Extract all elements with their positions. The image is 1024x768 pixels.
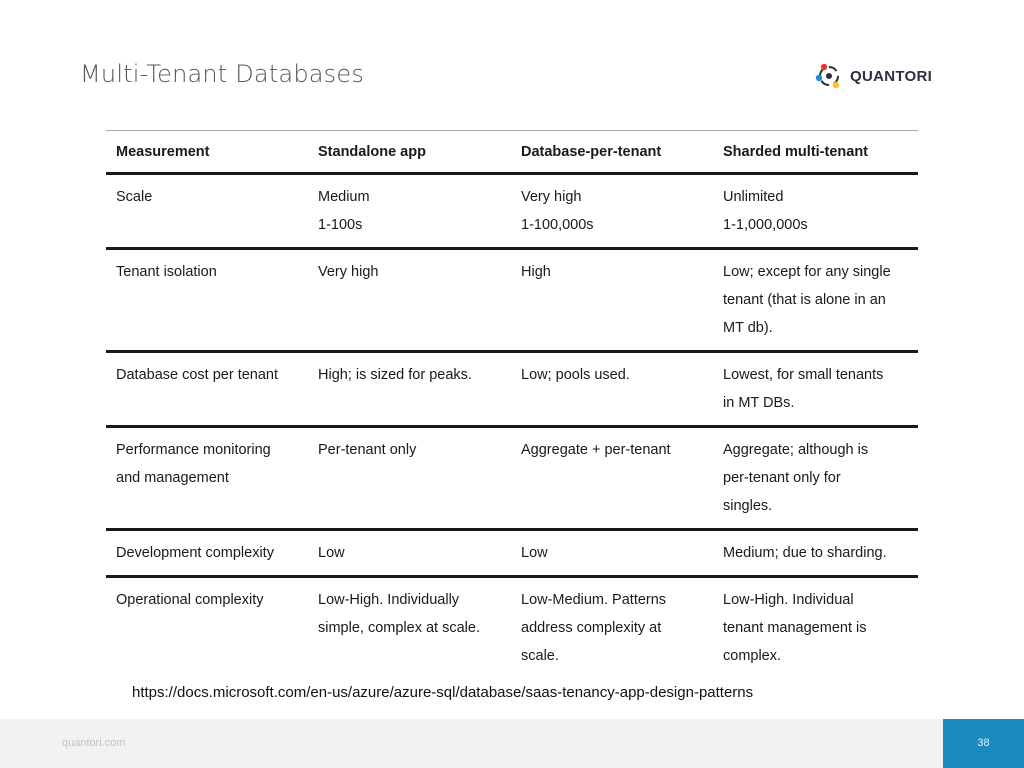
cell-text: Low-Medium. Patterns <box>521 592 667 608</box>
table-cell <box>308 577 511 679</box>
column-header: Sharded multi-tenant <box>713 131 918 174</box>
cell-text: Very high <box>318 264 379 280</box>
cell-text: Tenant isolation <box>116 264 217 280</box>
quantori-logo <box>815 60 932 92</box>
cell-text: in MT DBs. <box>723 395 795 411</box>
cell-text: Per-tenant only <box>318 442 417 458</box>
table-cell <box>308 530 511 577</box>
page-number: 38 <box>977 737 990 749</box>
table-cell <box>511 530 713 577</box>
cell-text: Medium; due to sharding. <box>723 545 887 561</box>
table-header-row <box>106 131 918 174</box>
cell-text: per-tenant only for <box>723 470 841 486</box>
cell-text: tenant (that is alone in an <box>723 292 886 308</box>
comparison-table <box>106 130 918 678</box>
cell-text: address complexity at <box>521 620 662 636</box>
cell-text: Performance monitoring <box>116 442 271 458</box>
table-cell <box>511 174 713 249</box>
cell-text: Development complexity <box>116 545 274 561</box>
cell-text: High <box>521 264 551 280</box>
table-cell <box>106 174 308 249</box>
cell-text: Aggregate; although is <box>723 442 869 458</box>
slide-title: Multi-Tenant Databases <box>80 60 365 88</box>
cell-text: simple, complex at scale. <box>318 620 480 636</box>
column-header: Database-per-tenant <box>511 131 713 174</box>
footer-bar <box>0 719 1024 768</box>
table-cell <box>713 249 918 352</box>
table-cell <box>713 174 918 249</box>
cell-text: and management <box>116 470 229 486</box>
cell-text: complex. <box>723 648 782 664</box>
table-cell <box>106 530 308 577</box>
table-cell <box>713 352 918 427</box>
column-header: Standalone app <box>308 131 511 174</box>
cell-text: Low; except for any single <box>723 264 891 280</box>
quantori-dots-icon <box>815 62 843 90</box>
cell-text: Operational complexity <box>116 592 264 608</box>
table-row <box>106 577 918 679</box>
cell-text: High; is sized for peaks. <box>318 367 472 383</box>
table-cell <box>511 352 713 427</box>
cell-text: 1-100,000s <box>521 217 594 233</box>
cell-text: 1-100s <box>318 217 363 233</box>
column-header: Measurement <box>106 131 308 174</box>
table-cell <box>106 249 308 352</box>
table-cell <box>106 352 308 427</box>
cell-text: Low <box>318 545 345 561</box>
footer-website: quantori.com <box>62 737 126 749</box>
logo-wordmark: QUANTORI <box>850 67 933 85</box>
table-row <box>106 249 918 352</box>
cell-text: scale. <box>521 648 559 664</box>
cell-text: Low-High. Individual <box>723 592 854 608</box>
cell-text: tenant management is <box>723 620 867 636</box>
cell-text: Medium <box>318 189 370 205</box>
table-cell <box>106 427 308 530</box>
table-cell <box>713 427 918 530</box>
table-cell <box>511 249 713 352</box>
table-row <box>106 174 918 249</box>
cell-text: Unlimited <box>723 189 784 205</box>
table-row <box>106 352 918 427</box>
table-cell <box>308 174 511 249</box>
cell-text: Database cost per tenant <box>116 367 279 383</box>
table-cell <box>308 352 511 427</box>
table-cell <box>713 577 918 679</box>
cell-text: Scale <box>116 189 153 205</box>
cell-text: Low <box>521 545 548 561</box>
table-cell <box>308 249 511 352</box>
table-cell <box>713 530 918 577</box>
cell-text: singles. <box>723 498 773 514</box>
source-url: https://docs.microsoft.com/en-us/azure/azure-sql/database/saas-tenancy-app-design-patterns <box>132 684 754 701</box>
cell-text: Lowest, for small tenants <box>723 367 884 383</box>
cell-text: Low-High. Individually <box>318 592 460 608</box>
table-cell <box>511 427 713 530</box>
table-row <box>106 427 918 530</box>
cell-text: 1-1,000,000s <box>723 217 808 233</box>
table-cell <box>511 577 713 679</box>
cell-text: Aggregate + per-tenant <box>521 442 671 458</box>
table-cell <box>308 427 511 530</box>
cell-text: Very high <box>521 189 582 205</box>
table-cell <box>106 577 308 679</box>
table-row <box>106 530 918 577</box>
cell-text: MT db). <box>723 320 773 336</box>
cell-text: Low; pools used. <box>521 367 630 383</box>
